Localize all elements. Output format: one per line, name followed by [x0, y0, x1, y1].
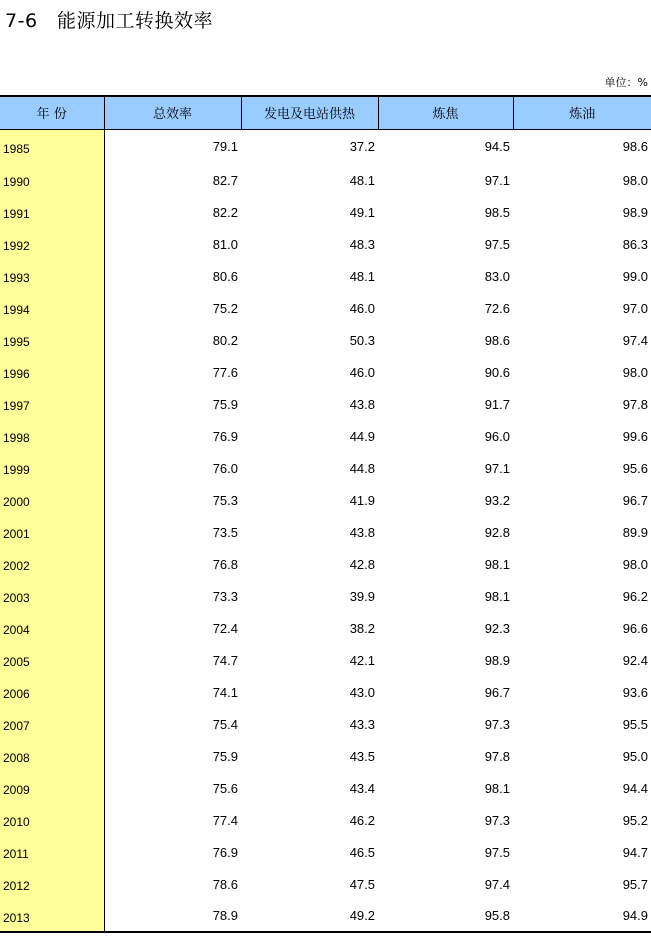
year-cell: 2008 — [0, 740, 104, 772]
oil-refining-cell: 98.0 — [622, 556, 648, 572]
year-cell: 2009 — [0, 772, 104, 804]
coking-cell: 92.8 — [484, 524, 510, 540]
power-heat-cell: 43.0 — [349, 684, 375, 700]
oil-refining-cell: 94.4 — [622, 780, 648, 796]
power-heat-cell: 42.1 — [349, 652, 375, 668]
power-heat-cell: 43.8 — [349, 396, 375, 412]
oil-refining-cell: 95.7 — [622, 876, 648, 892]
power-heat-cell: 43.4 — [349, 780, 375, 796]
year-cell: 1993 — [0, 260, 104, 292]
total-efficiency-cell: 80.2 — [212, 332, 238, 348]
oil-refining-cell: 97.8 — [622, 396, 648, 412]
total-efficiency-cell: 74.1 — [212, 684, 238, 700]
column-header-power-and-heat: 发电及电站供热 — [241, 96, 378, 129]
oil-refining-cell: 98.0 — [622, 172, 648, 188]
coking-cell: 92.3 — [484, 620, 510, 636]
coking-cell: 98.1 — [484, 780, 510, 796]
coking-cell: 97.1 — [484, 460, 510, 476]
table-row — [0, 356, 651, 388]
year-cell: 2004 — [0, 612, 104, 644]
oil-refining-cell: 94.7 — [622, 844, 648, 860]
year-cell: 1992 — [0, 228, 104, 260]
page-title: 7-6 能源加工转换效率 — [5, 10, 214, 32]
power-heat-cell: 39.9 — [349, 588, 375, 604]
oil-refining-cell: 98.0 — [622, 364, 648, 380]
power-heat-cell: 48.1 — [349, 172, 375, 188]
table-row — [0, 708, 651, 740]
table-row — [0, 740, 651, 772]
year-cell: 2001 — [0, 516, 104, 548]
power-heat-cell: 49.1 — [349, 204, 375, 220]
oil-refining-cell: 93.6 — [622, 684, 648, 700]
table-row — [0, 900, 651, 932]
power-heat-cell: 44.8 — [349, 460, 375, 476]
table-row — [0, 612, 651, 644]
table-row — [0, 228, 651, 260]
total-efficiency-cell: 81.0 — [212, 236, 238, 252]
coking-cell: 94.5 — [484, 139, 510, 155]
oil-refining-cell: 97.4 — [622, 332, 648, 348]
table-row — [0, 836, 651, 868]
power-heat-cell: 47.5 — [349, 876, 375, 892]
power-heat-cell: 46.2 — [349, 812, 375, 828]
total-efficiency-cell: 78.6 — [212, 876, 238, 892]
coking-cell: 96.7 — [484, 684, 510, 700]
table-row — [0, 164, 651, 196]
table-row — [0, 452, 651, 484]
total-efficiency-cell: 73.3 — [212, 588, 238, 604]
coking-cell: 97.5 — [484, 236, 510, 252]
year-cell: 2003 — [0, 580, 104, 612]
oil-refining-cell: 98.9 — [622, 204, 648, 220]
table-row — [0, 388, 651, 420]
power-heat-cell: 46.0 — [349, 300, 375, 316]
year-cell: 2002 — [0, 548, 104, 580]
power-heat-cell: 38.2 — [349, 620, 375, 636]
power-heat-cell: 46.5 — [349, 844, 375, 860]
total-efficiency-cell: 82.7 — [212, 172, 238, 188]
table-row — [0, 420, 651, 452]
column-header-total-efficiency: 总效率 — [104, 96, 241, 129]
power-heat-cell: 44.9 — [349, 428, 375, 444]
coking-cell: 96.0 — [484, 428, 510, 444]
table-row — [0, 292, 651, 324]
total-efficiency-cell: 76.8 — [212, 556, 238, 572]
table-row — [0, 868, 651, 900]
year-cell: 1996 — [0, 356, 104, 388]
power-heat-cell: 43.3 — [349, 716, 375, 732]
year-cell: 1985 — [0, 129, 104, 164]
coking-cell: 98.1 — [484, 556, 510, 572]
total-efficiency-cell: 78.9 — [104, 900, 241, 932]
total-efficiency-cell: 75.9 — [212, 748, 238, 764]
power-heat-cell: 43.8 — [349, 524, 375, 540]
total-efficiency-cell: 77.6 — [212, 364, 238, 380]
total-efficiency-cell: 75.9 — [212, 396, 238, 412]
year-cell: 1997 — [0, 388, 104, 420]
total-efficiency-cell: 72.4 — [212, 620, 238, 636]
oil-refining-cell: 95.0 — [622, 748, 648, 764]
year-cell: 1998 — [0, 420, 104, 452]
table-row — [0, 129, 651, 164]
total-efficiency-cell: 75.2 — [212, 300, 238, 316]
oil-refining-cell: 86.3 — [622, 236, 648, 252]
power-heat-cell: 46.0 — [349, 364, 375, 380]
year-cell: 2000 — [0, 484, 104, 516]
year-cell: 1990 — [0, 164, 104, 196]
table-row — [0, 548, 651, 580]
year-cell: 2012 — [0, 868, 104, 900]
total-efficiency-cell: 73.5 — [212, 524, 238, 540]
year-cell: 2011 — [0, 836, 104, 868]
total-efficiency-cell: 76.0 — [212, 460, 238, 476]
power-heat-cell: 48.1 — [349, 268, 375, 284]
total-efficiency-cell: 76.9 — [212, 428, 238, 444]
power-heat-cell: 50.3 — [349, 332, 375, 348]
power-heat-cell: 41.9 — [349, 492, 375, 508]
column-header-coking: 炼焦 — [378, 96, 513, 129]
coking-cell: 98.9 — [484, 652, 510, 668]
total-efficiency-cell: 79.1 — [212, 139, 238, 155]
oil-refining-cell: 99.0 — [622, 268, 648, 284]
total-efficiency-cell: 75.4 — [212, 716, 238, 732]
table-row — [0, 644, 651, 676]
year-cell: 1995 — [0, 324, 104, 356]
coking-cell: 93.2 — [484, 492, 510, 508]
table-row — [0, 804, 651, 836]
oil-refining-cell: 92.4 — [622, 652, 648, 668]
table-row — [0, 580, 651, 612]
oil-refining-cell: 99.6 — [622, 428, 648, 444]
oil-refining-cell: 94.9 — [513, 900, 651, 932]
table-body — [0, 129, 651, 932]
year-cell: 2006 — [0, 676, 104, 708]
total-efficiency-cell: 77.4 — [212, 812, 238, 828]
coking-cell: 97.3 — [484, 812, 510, 828]
power-heat-cell: 49.2 — [241, 900, 378, 932]
coking-cell: 91.7 — [484, 396, 510, 412]
power-heat-cell: 48.3 — [349, 236, 375, 252]
oil-refining-cell: 96.2 — [622, 588, 648, 604]
coking-cell: 97.5 — [484, 844, 510, 860]
power-heat-cell: 37.2 — [349, 139, 375, 155]
oil-refining-cell: 96.7 — [622, 492, 648, 508]
coking-cell: 97.3 — [484, 716, 510, 732]
total-efficiency-cell: 74.7 — [212, 652, 238, 668]
table-row — [0, 260, 651, 292]
coking-cell: 98.6 — [484, 332, 510, 348]
coking-cell: 72.6 — [484, 300, 510, 316]
year-cell: 2005 — [0, 644, 104, 676]
oil-refining-cell: 95.5 — [622, 716, 648, 732]
total-efficiency-cell: 75.6 — [212, 780, 238, 796]
oil-refining-cell: 98.6 — [622, 139, 648, 155]
table-row — [0, 196, 651, 228]
table-row — [0, 516, 651, 548]
total-efficiency-cell: 75.3 — [212, 492, 238, 508]
header-row — [0, 96, 651, 129]
power-heat-cell: 43.5 — [349, 748, 375, 764]
unit-label: 单位：% — [604, 76, 648, 89]
energy-conversion-table — [0, 95, 651, 933]
table-row — [0, 676, 651, 708]
column-header-oil-refining: 炼油 — [513, 96, 651, 129]
coking-cell: 83.0 — [484, 268, 510, 284]
power-heat-cell: 42.8 — [349, 556, 375, 572]
year-cell: 2013 — [0, 900, 104, 932]
total-efficiency-cell: 82.2 — [212, 204, 238, 220]
oil-refining-cell: 95.6 — [622, 460, 648, 476]
coking-cell: 90.6 — [484, 364, 510, 380]
year-cell: 2007 — [0, 708, 104, 740]
total-efficiency-cell: 76.9 — [212, 844, 238, 860]
table-row — [0, 484, 651, 516]
column-header-year: 年 份 — [0, 96, 104, 129]
oil-refining-cell: 97.0 — [622, 300, 648, 316]
coking-cell: 95.8 — [378, 900, 513, 932]
year-cell: 1999 — [0, 452, 104, 484]
coking-cell: 97.1 — [484, 172, 510, 188]
total-efficiency-cell: 80.6 — [212, 268, 238, 284]
coking-cell: 97.8 — [484, 748, 510, 764]
year-cell: 2010 — [0, 804, 104, 836]
year-cell: 1991 — [0, 196, 104, 228]
oil-refining-cell: 96.6 — [622, 620, 648, 636]
coking-cell: 97.4 — [484, 876, 510, 892]
table-row — [0, 324, 651, 356]
year-cell: 1994 — [0, 292, 104, 324]
table-row — [0, 772, 651, 804]
oil-refining-cell: 95.2 — [622, 812, 648, 828]
oil-refining-cell: 89.9 — [622, 524, 648, 540]
coking-cell: 98.5 — [484, 204, 510, 220]
coking-cell: 98.1 — [484, 588, 510, 604]
